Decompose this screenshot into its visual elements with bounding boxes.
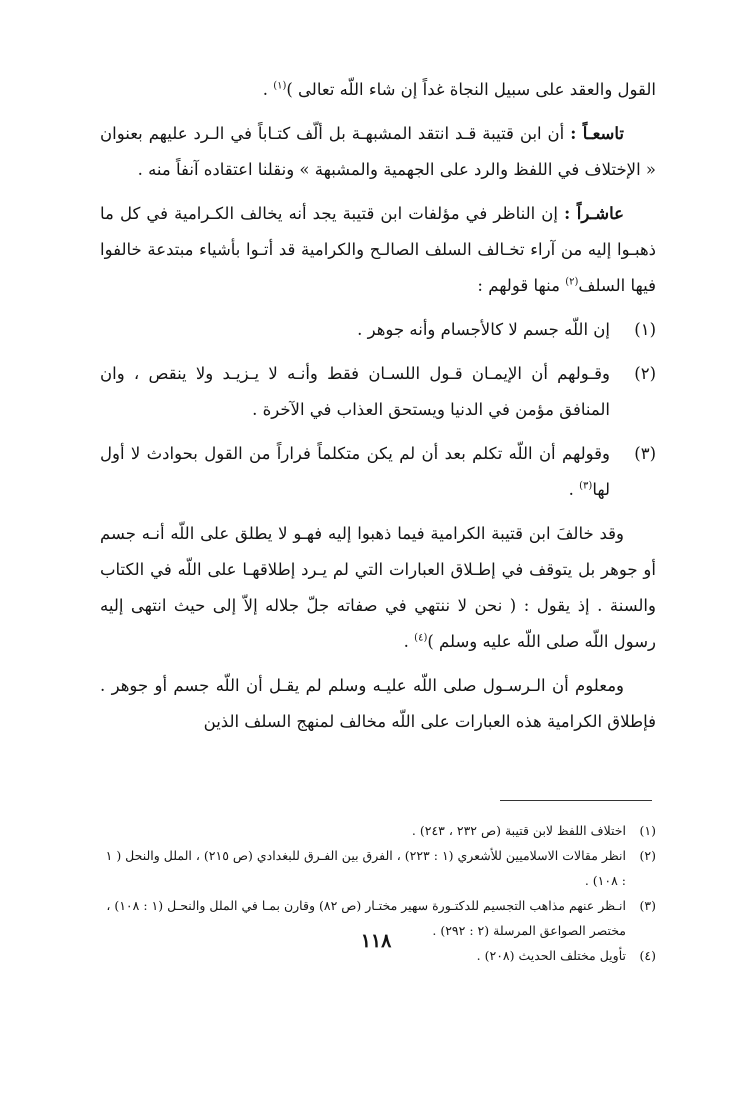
paragraph-text: إن الناظر في مؤلفات ابن قتيبة يجد أنه يخالف الكـرامية في كل ما ذهبـوا إليه من آراء تخـالف السلف الصالـح والكرامية قد أتـوا بأشياء مبتدعة خالفوا فيها السلف xyxy=(100,204,656,295)
footnote-ref[interactable]: (٤) xyxy=(414,632,428,644)
list-item-number: (٣) xyxy=(634,444,656,463)
footnote xyxy=(100,843,656,893)
list-item-body: وقولهم أن اللّه تكلم بعد أن لم يكن متكلماً فراراً من القول بحوادث لا أول لها xyxy=(100,444,610,499)
footnote-ref[interactable]: (٣) xyxy=(579,480,593,492)
paragraph-text: ومعلوم أن الـرسـول صلى اللّه عليـه وسلم لم يقـل أن اللّه جسم أو جوهر . فإطلاق الكرامية هذه العبارات على اللّه مخالف لمنهج السلف الذين xyxy=(100,676,656,731)
paragraph-lead: تاسعـاً : xyxy=(570,124,624,143)
paragraph-lead: عاشـراً : xyxy=(564,204,624,223)
list-item xyxy=(100,312,656,348)
list-item-text xyxy=(100,312,610,348)
paragraph-tenth xyxy=(100,196,656,304)
paragraph-text: القول والعقد على سبيل النجاة غداً إن شاء اللّه تعالى ) xyxy=(286,80,656,99)
footnote-text: تأويل مختلف الحديث (٢٠٨) . xyxy=(476,948,626,963)
paragraph-quote-end xyxy=(100,72,656,108)
footnote-text: انـظر عنهم مذاهب التجسيم للدكتـورة سهير مختـار (ص ٨٢) وقارن بمـا في الملل والنحـل (١ : ١٠٨) ، مختصر الصواعق المرسلة (٢ : ٢٩٢) . xyxy=(106,898,626,938)
footnote-number: (٢) xyxy=(639,848,656,863)
paragraph-end: منها قولهم : xyxy=(477,276,566,295)
list-item-body: إن اللّه جسم لا كالأجسام وأنه جوهر . xyxy=(357,320,610,339)
paragraph-end: . xyxy=(403,632,415,651)
list-item-text xyxy=(100,436,610,508)
list-item-text xyxy=(100,356,610,428)
main-text xyxy=(100,72,656,748)
footnote-number: (٣) xyxy=(639,898,656,913)
list-item-number: (١) xyxy=(634,320,656,339)
paragraph-text: وقد خالفَ ابن قتيبة الكرامية فيما ذهبوا إليه فهـو لا يطلق على اللّه أنـه جسم أو جوهر بل يتوقف في إطـلاق العبارات التي لم يـرد إطلاقهـا على اللّه في الكتاب والسنة . إذ يقول : ( نحن لا ننتهي في صفاته جلّ جلاله إلاّ إلى حيث انتهى إليه رسول اللّه صلى اللّه عليه وسلم ) xyxy=(100,524,656,651)
paragraph-text: أن ابن قتيبة قـد انتقد المشبهـة بل ألّف كتـاباً في الـرد عليهم بعنوان « الإختلاف في اللفظ والرد على الجهمية والمشبهة » ونقلنا اعتقاده آنفاً منه . xyxy=(100,124,656,179)
footnote-text: انظر مقالات الاسلاميين للأشعري (١ : ٢٢٣) ، الفرق بين الفـرق للبغدادي (ص ٢١٥) ، الملل والنحل ( ١ : ١٠٨) . xyxy=(105,848,626,888)
footnote-ref[interactable]: (٢) xyxy=(565,276,579,288)
page-number: ١١٨ xyxy=(360,930,392,952)
footnote-text: اختلاف اللفظ لابن قتيبة (ص ٢٣٢ ، ٢٤٣) . xyxy=(411,823,626,838)
footnote-divider xyxy=(500,800,652,801)
paragraph-end: . xyxy=(262,80,274,99)
list-item xyxy=(100,436,656,508)
paragraph-karramiyya xyxy=(100,516,656,660)
list-item xyxy=(100,356,656,428)
footnote xyxy=(100,818,656,843)
paragraph-conclusion xyxy=(100,668,656,740)
footnote-ref[interactable]: (١) xyxy=(273,80,287,92)
footnote-number: (١) xyxy=(639,823,656,838)
footnote-number: (٤) xyxy=(639,948,656,963)
list-item-end: . xyxy=(568,480,580,499)
list-item-number: (٢) xyxy=(634,364,656,383)
paragraph-ninth xyxy=(100,116,656,188)
list-item-body: وقـولهم أن الإيمـان قـول اللسـان فقط وأنـه لا يـزيـد ولا ينقص ، وان المنافق مؤمن في الدنيا ويستحق العذاب في الآخرة . xyxy=(100,364,610,419)
